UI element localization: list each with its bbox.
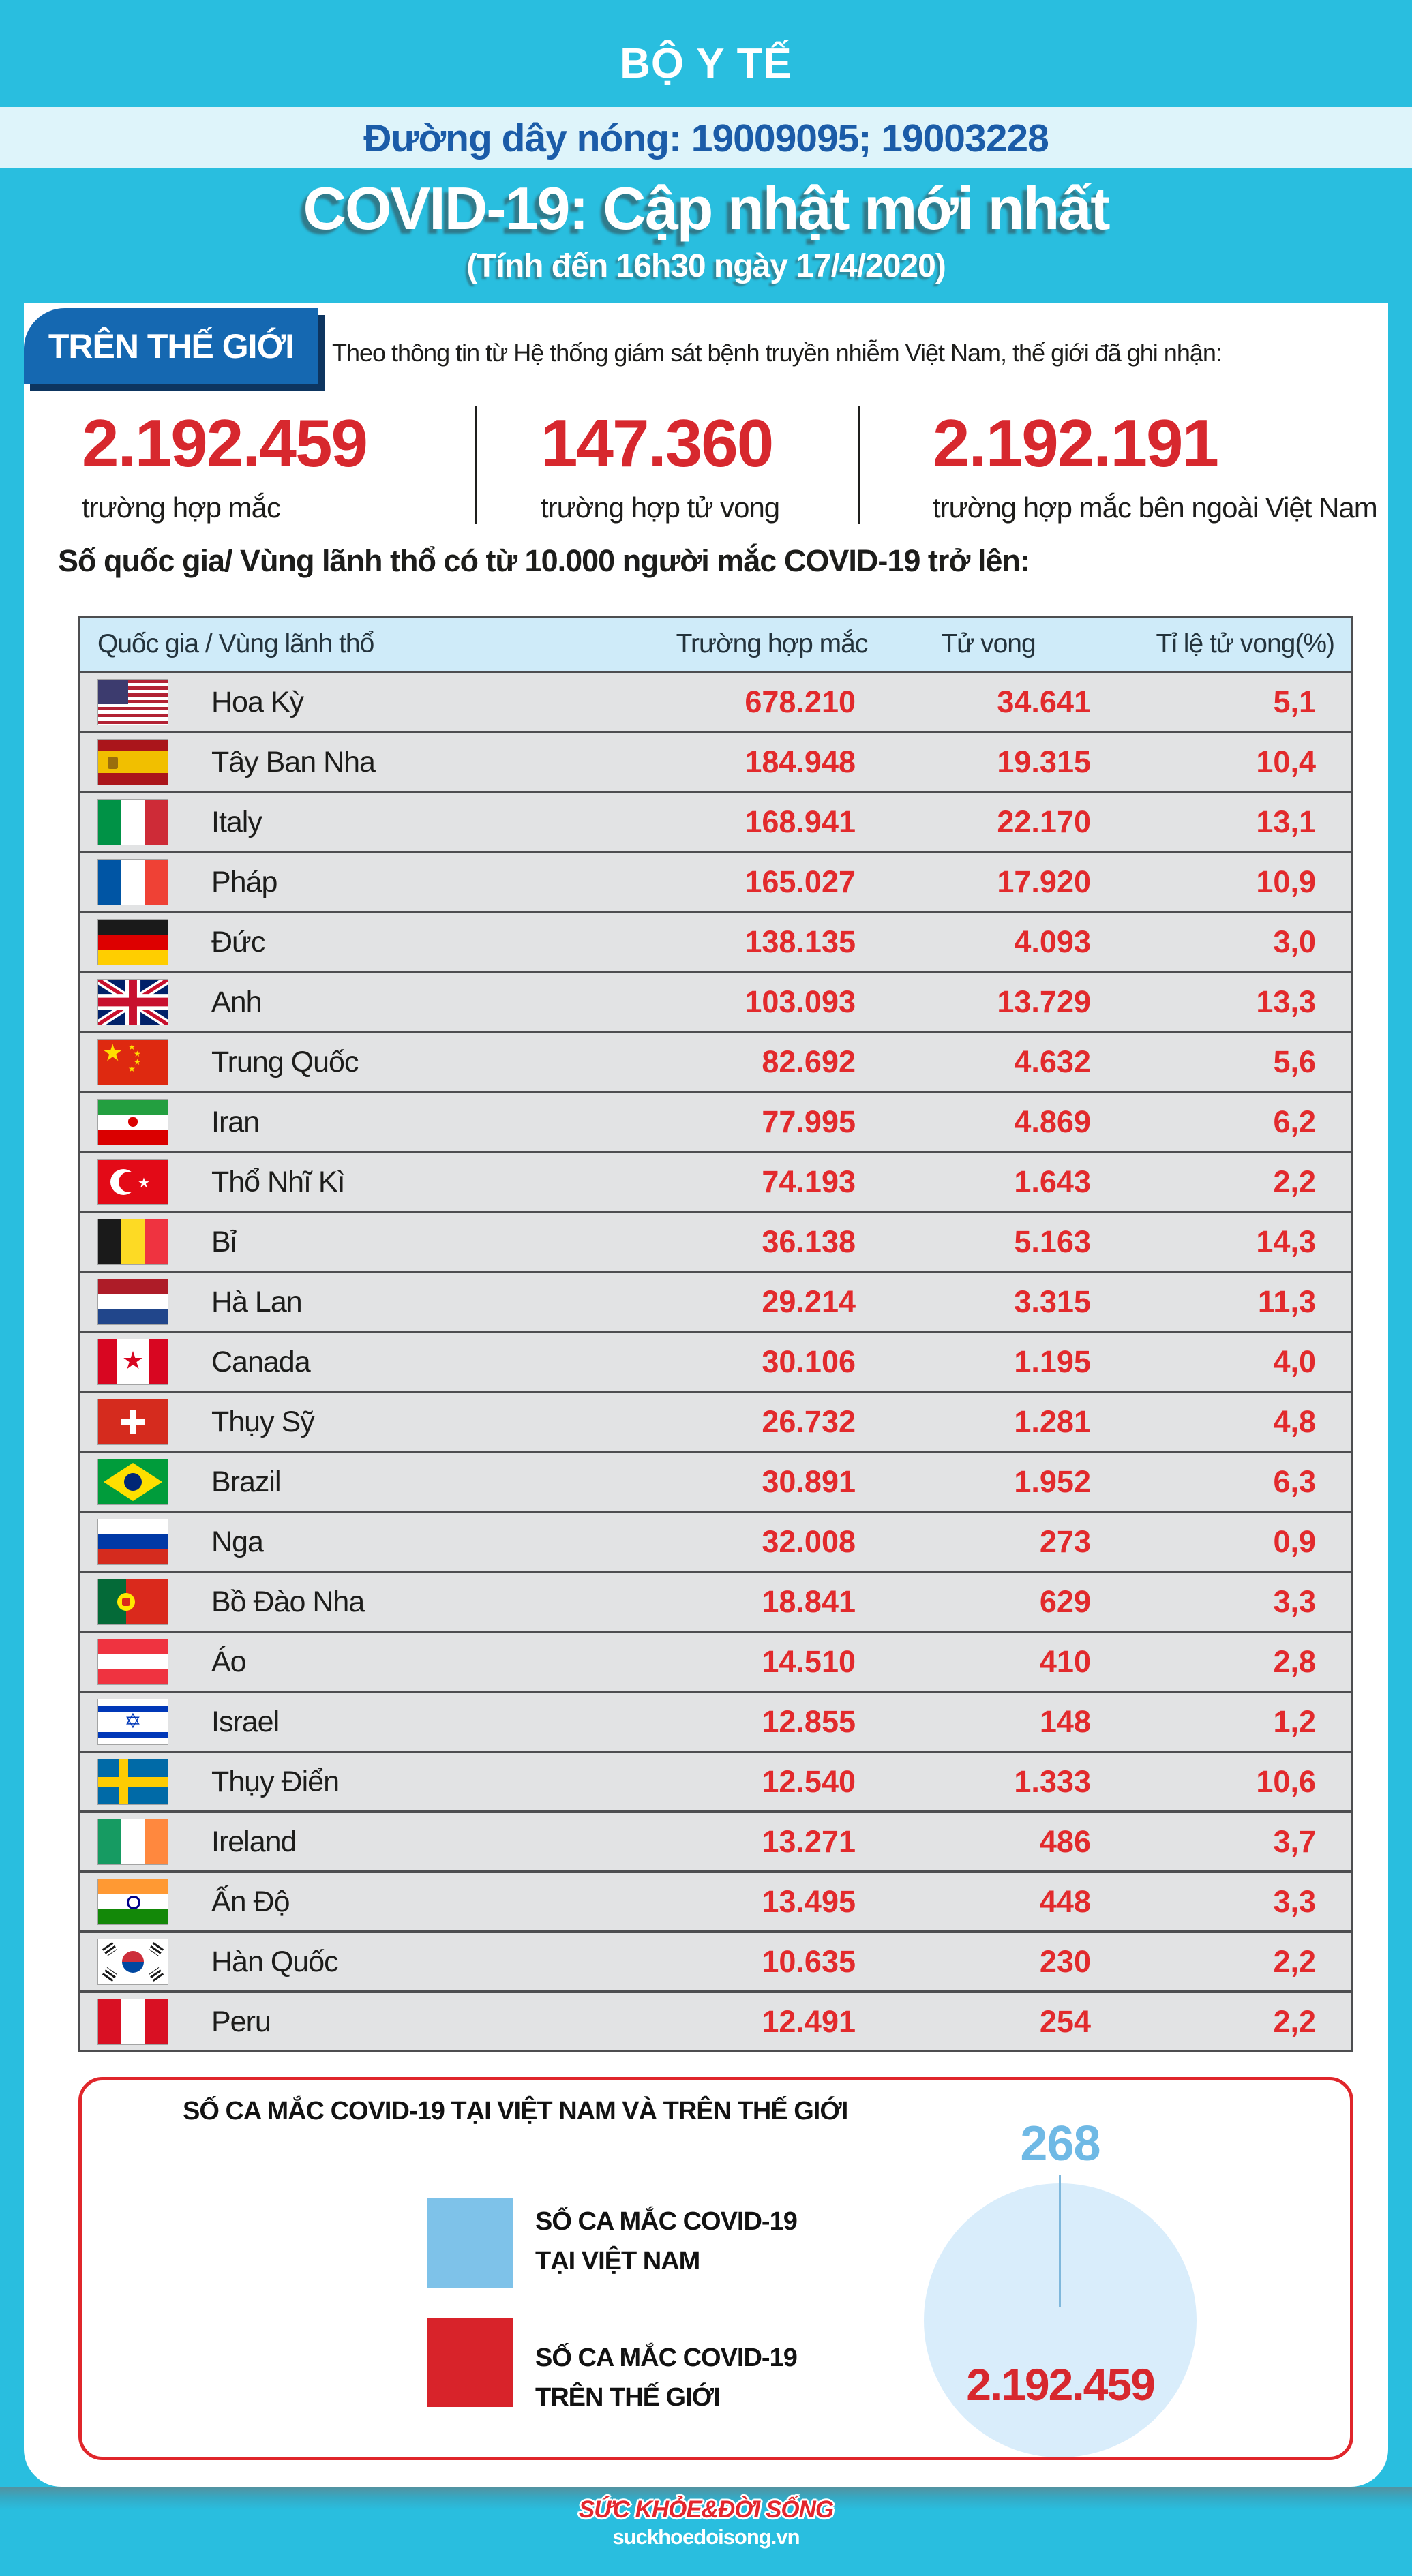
cases-value: 74.193 <box>762 1164 856 1199</box>
cases-value: 13.271 <box>762 1824 856 1859</box>
hotline-band <box>0 107 1412 168</box>
deaths-value: 3.315 <box>1014 1284 1091 1319</box>
death-rate-value: 5,1 <box>1273 684 1316 719</box>
deaths-value: 17.920 <box>997 864 1091 899</box>
country-name: Thụy Sỹ <box>211 1405 314 1438</box>
deaths-value: 1.952 <box>1014 1464 1091 1499</box>
legend-swatch-world <box>427 2318 513 2407</box>
deaths-value: 148 <box>1039 1704 1091 1739</box>
death-rate-value: 2,2 <box>1273 2004 1316 2039</box>
table-row <box>80 1271 1351 1331</box>
death-rate-value: 0,9 <box>1273 1524 1316 1559</box>
table-row <box>80 1451 1351 1511</box>
flag-kr-icon <box>98 1939 168 1984</box>
deaths-value: 22.170 <box>997 804 1091 839</box>
cases-value: 30.106 <box>762 1344 856 1379</box>
deaths-value: 1.281 <box>1014 1404 1091 1439</box>
death-rate-value: 2,8 <box>1273 1644 1316 1679</box>
cases-value: 103.093 <box>745 984 856 1019</box>
table-header-row <box>80 618 1351 671</box>
table-row <box>80 1870 1351 1930</box>
death-rate-value: 5,6 <box>1273 1044 1316 1079</box>
table-row <box>80 1691 1351 1751</box>
deaths-value: 1.643 <box>1014 1164 1091 1199</box>
stat-cases <box>24 406 475 524</box>
table-row <box>80 1331 1351 1391</box>
content-panel <box>24 303 1388 2487</box>
country-cell <box>80 1219 673 1264</box>
cases-value: 29.214 <box>762 1284 856 1319</box>
death-rate-value: 2,2 <box>1273 1164 1316 1199</box>
country-cell <box>80 740 673 785</box>
cases-value: 32.008 <box>762 1524 856 1559</box>
footer-website: suckhoedoisong.vn <box>612 2525 800 2549</box>
table-row <box>80 1031 1351 1091</box>
world-stats-row <box>24 406 1388 524</box>
death-rate-value: 10,4 <box>1256 744 1316 779</box>
stat-deaths <box>475 406 858 524</box>
cases-value: 77.995 <box>762 1104 856 1139</box>
country-name: Tây Ban Nha <box>211 745 375 778</box>
flag-tr-icon: ★ <box>98 1160 168 1204</box>
world-badge-label: TRÊN THẾ GIỚI <box>48 327 295 365</box>
cases-value: 13.495 <box>762 1884 856 1919</box>
country-cell <box>80 1040 673 1085</box>
flag-at-icon <box>98 1639 168 1684</box>
table-body <box>80 671 1351 2050</box>
death-rate-value: 3,3 <box>1273 1884 1316 1919</box>
death-rate-value: 4,8 <box>1273 1404 1316 1439</box>
table-row <box>80 1990 1351 2050</box>
flag-es-icon <box>98 740 168 785</box>
page-title: COVID-19: Cập nhật mới nhất <box>303 175 1109 242</box>
flag-ie-icon <box>98 1819 168 1864</box>
flag-gb-icon <box>98 980 168 1025</box>
deaths-value: 486 <box>1039 1824 1091 1859</box>
country-cell <box>80 1279 673 1324</box>
stat-outside-vietnam <box>858 406 1388 524</box>
flag-in-icon <box>98 1879 168 1924</box>
table-row <box>80 911 1351 971</box>
country-cell <box>80 920 673 965</box>
deaths-value: 1.195 <box>1014 1344 1091 1379</box>
table-row <box>80 1751 1351 1810</box>
cases-value: 14.510 <box>762 1644 856 1679</box>
cases-value: 165.027 <box>745 864 856 899</box>
country-name: Hà Lan <box>211 1285 302 1318</box>
stat-deaths-value: 147.360 <box>541 406 773 481</box>
cases-value: 18.841 <box>762 1584 856 1619</box>
country-cell <box>80 1160 673 1204</box>
country-cell <box>80 1699 673 1744</box>
vietnam-world-chart <box>78 2077 1353 2460</box>
table-row <box>80 731 1351 791</box>
footer-band <box>0 2487 1412 2576</box>
death-rate-value: 3,0 <box>1273 924 1316 959</box>
country-cell <box>80 1639 673 1684</box>
country-name: Trung Quốc <box>211 1045 359 1078</box>
cases-value: 168.941 <box>745 804 856 839</box>
country-name: Israel <box>211 1705 280 1738</box>
flag-us-icon <box>98 680 168 725</box>
death-rate-value: 14,3 <box>1256 1224 1316 1259</box>
table-row <box>80 1091 1351 1151</box>
death-rate-value: 3,7 <box>1273 1824 1316 1859</box>
country-cell <box>80 980 673 1025</box>
country-name: Hoa Kỳ <box>211 685 304 718</box>
country-name: Nga <box>211 1525 263 1558</box>
legend-label-vietnam: SỐ CA MẮC COVID-19 TẠI VIỆT NAM <box>535 2207 797 2275</box>
stat-deaths-label: trường hợp tử vong <box>541 491 780 524</box>
country-cell <box>80 1519 673 1564</box>
table-row <box>80 1930 1351 1990</box>
deaths-value: 1.333 <box>1014 1764 1091 1799</box>
flag-pt-icon <box>98 1579 168 1624</box>
deaths-value: 4.632 <box>1014 1044 1091 1079</box>
flag-ir-icon <box>98 1100 168 1145</box>
country-name: Thụy Điển <box>211 1765 339 1798</box>
deaths-value: 410 <box>1039 1644 1091 1679</box>
country-name: Peru <box>211 2005 271 2038</box>
cases-value: 184.948 <box>745 744 856 779</box>
column-header-country: Quốc gia / Vùng lãnh thổ <box>97 629 374 658</box>
column-header-cases: Trường hợp mắc <box>676 629 868 658</box>
table-row <box>80 1151 1351 1211</box>
deaths-value: 4.869 <box>1014 1104 1091 1139</box>
table-row <box>80 671 1351 731</box>
flag-il-icon: ✡ <box>98 1699 168 1744</box>
country-cell <box>80 1399 673 1444</box>
stat-cases-value: 2.192.459 <box>82 406 367 481</box>
vietnam-cases-value: 268 <box>1020 2117 1100 2171</box>
deaths-value: 230 <box>1039 1944 1091 1979</box>
country-cell <box>80 1759 673 1804</box>
flag-pe-icon <box>98 1999 168 2044</box>
country-cell <box>80 800 673 845</box>
flag-ru-icon <box>98 1519 168 1564</box>
table-row <box>80 1631 1351 1691</box>
suckhoedoisong-logo: SỨC KHỎE&ĐỜI SỐNG <box>578 2496 834 2523</box>
cases-value: 12.540 <box>762 1764 856 1799</box>
country-name: Pháp <box>211 865 277 898</box>
flag-cn-icon: ★ ★ ★ ★ ★ <box>98 1040 168 1085</box>
flag-fr-icon <box>98 860 168 905</box>
table-row <box>80 1211 1351 1271</box>
deaths-value: 629 <box>1039 1584 1091 1619</box>
country-name: Anh <box>211 985 262 1018</box>
cases-value: 30.891 <box>762 1464 856 1499</box>
flag-ch-icon <box>98 1399 168 1444</box>
death-rate-value: 10,9 <box>1256 864 1316 899</box>
world-badge <box>24 308 318 384</box>
cases-value: 12.855 <box>762 1704 856 1739</box>
country-cell <box>80 1879 673 1924</box>
country-cell <box>80 1339 673 1384</box>
country-cell <box>80 1819 673 1864</box>
death-rate-value: 4,0 <box>1273 1344 1316 1379</box>
cases-value: 12.491 <box>762 2004 856 2039</box>
death-rate-value: 11,3 <box>1257 1284 1316 1319</box>
cases-value: 82.692 <box>762 1044 856 1079</box>
countries-table <box>78 616 1353 2052</box>
country-name: Ấn Độ <box>211 1885 290 1918</box>
ministry-band <box>0 0 1412 107</box>
country-name: Bồ Đào Nha <box>211 1585 365 1618</box>
table-row <box>80 851 1351 911</box>
death-rate-value: 10,6 <box>1256 1764 1316 1799</box>
death-rate-value: 2,2 <box>1273 1944 1316 1979</box>
country-cell <box>80 1459 673 1504</box>
deaths-value: 4.093 <box>1014 924 1091 959</box>
flag-it-icon <box>98 800 168 845</box>
column-header-rate: Tỉ lệ tử vong(%) <box>1156 629 1334 658</box>
country-name: Bỉ <box>211 1225 237 1258</box>
deaths-value: 13.729 <box>997 984 1091 1019</box>
title-band <box>0 168 1412 303</box>
country-cell <box>80 680 673 725</box>
table-row <box>80 1391 1351 1451</box>
country-name: Iran <box>211 1105 260 1138</box>
death-rate-value: 3,3 <box>1273 1584 1316 1619</box>
stat-outside-vietnam-value: 2.192.191 <box>933 406 1218 481</box>
deaths-value: 34.641 <box>997 684 1091 719</box>
death-rate-value: 13,1 <box>1256 804 1316 839</box>
deaths-value: 273 <box>1039 1524 1091 1559</box>
flag-ca-icon: ★ <box>98 1339 168 1384</box>
world-cases-value: 2.192.459 <box>966 2359 1154 2410</box>
table-row <box>80 791 1351 851</box>
stat-cases-label: trường hợp mắc <box>82 491 280 524</box>
table-row <box>80 971 1351 1031</box>
table-row <box>80 1810 1351 1870</box>
country-name: Đức <box>211 925 265 958</box>
flag-br-icon <box>98 1459 168 1504</box>
callout-line <box>1059 2175 1061 2307</box>
table-section-title: Số quốc gia/ Vùng lãnh thổ có từ 10.000 người mắc COVID-19 trở lên: <box>58 543 1030 578</box>
cases-value: 10.635 <box>762 1944 856 1979</box>
death-rate-value: 13,3 <box>1256 984 1316 1019</box>
table-row <box>80 1511 1351 1571</box>
cases-value: 26.732 <box>762 1404 856 1439</box>
legend-swatch-vietnam <box>427 2198 513 2288</box>
deaths-value: 254 <box>1039 2004 1091 2039</box>
flag-de-icon <box>98 920 168 965</box>
country-name: Ireland <box>211 1825 297 1858</box>
page-subtitle: (Tính đến 16h30 ngày 17/4/2020) <box>466 248 946 284</box>
death-rate-value: 6,2 <box>1273 1104 1316 1139</box>
cases-value: 36.138 <box>762 1224 856 1259</box>
flag-nl-icon <box>98 1279 168 1324</box>
cases-value: 678.210 <box>745 684 856 719</box>
death-rate-value: 6,3 <box>1273 1464 1316 1499</box>
country-name: Thổ Nhĩ Kì <box>211 1165 345 1198</box>
column-header-deaths: Tử vong <box>941 629 1036 658</box>
hotline-text: Đường dây nóng: 19009095; 19003228 <box>363 117 1049 160</box>
country-name: Áo <box>211 1645 246 1678</box>
country-name: Brazil <box>211 1465 281 1498</box>
chart-title: SỐ CA MẮC COVID-19 TẠI VIỆT NAM VÀ TRÊN THẾ GIỚI <box>183 2097 848 2125</box>
country-cell <box>80 1579 673 1624</box>
country-cell <box>80 1100 673 1145</box>
country-cell <box>80 1939 673 1984</box>
stat-outside-vietnam-label: trường hợp mắc bên ngoài Việt Nam <box>933 491 1377 524</box>
deaths-value: 5.163 <box>1014 1224 1091 1259</box>
world-intro-text: Theo thông tin từ Hệ thống giám sát bệnh truyền nhiễm Việt Nam, thế giới đã ghi nhận: <box>332 339 1222 367</box>
country-name: Canada <box>211 1345 310 1378</box>
flag-be-icon <box>98 1219 168 1264</box>
ministry-title: BỘ Y TẾ <box>620 40 792 87</box>
flag-se-icon <box>98 1759 168 1804</box>
country-cell <box>80 1999 673 2044</box>
cases-value: 138.135 <box>745 924 856 959</box>
country-name: Hàn Quốc <box>211 1945 338 1978</box>
table-row <box>80 1571 1351 1631</box>
deaths-value: 19.315 <box>997 744 1091 779</box>
death-rate-value: 1,2 <box>1273 1704 1316 1739</box>
deaths-value: 448 <box>1039 1884 1091 1919</box>
legend-label-world: SỐ CA MẮC COVID-19 TRÊN THẾ GIỚI <box>535 2344 797 2412</box>
country-cell <box>80 860 673 905</box>
country-name: Italy <box>211 805 262 838</box>
